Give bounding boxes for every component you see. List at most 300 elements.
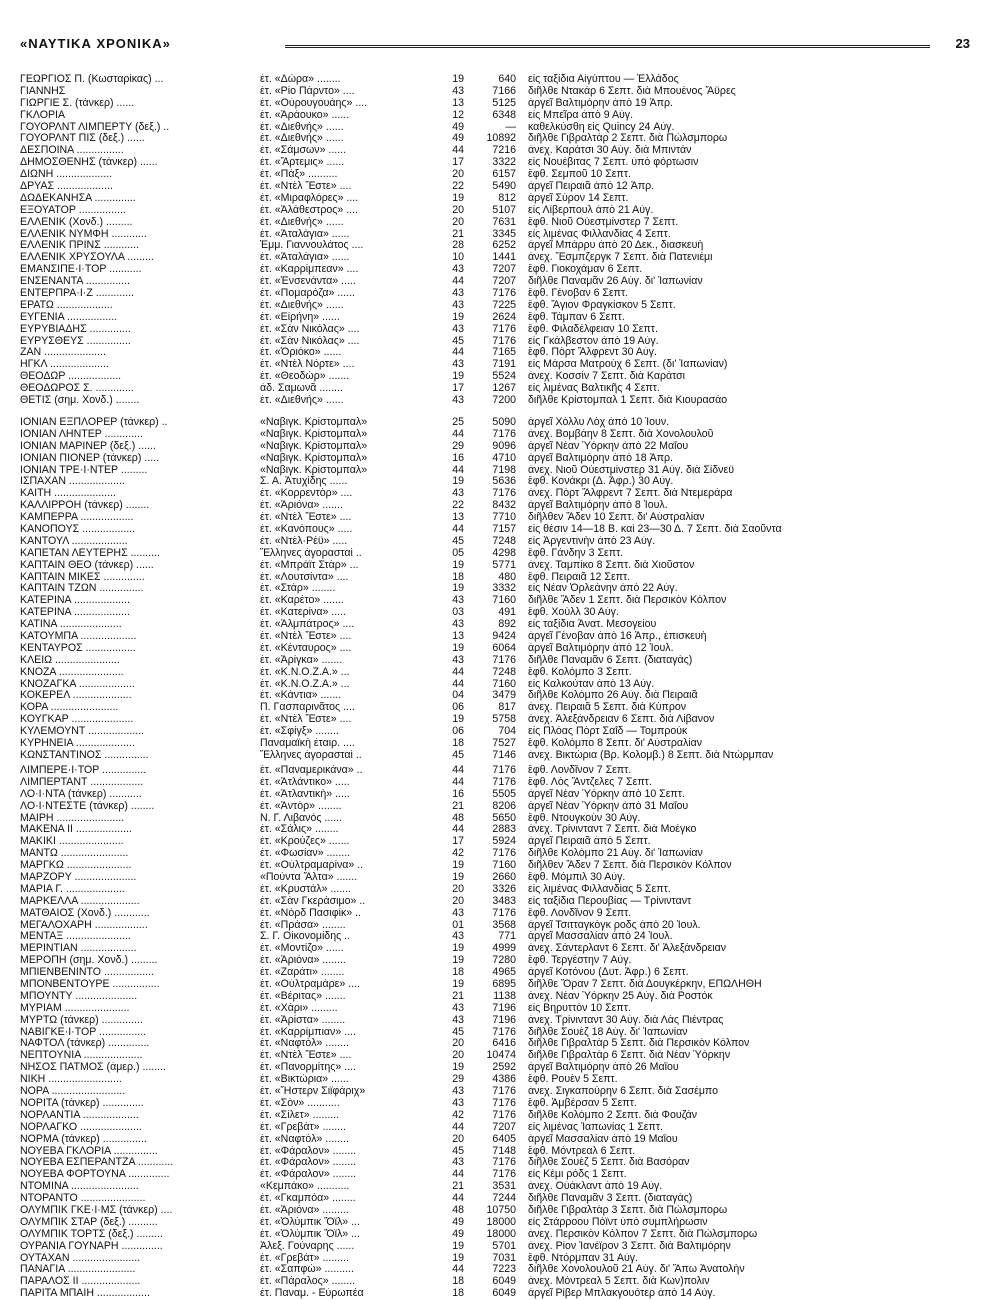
ship-status: ἔφθ. Λὸς Ἄντζελες 7 Σεπτ. <box>528 776 652 788</box>
ship-status: ἀργεῖ Γένοβαν ἀπὸ 16 Ἀπρ., ἐπισκευὴ <box>528 631 707 643</box>
ship-row <box>20 690 970 702</box>
ship-status: ἀνεχ. Νιοῦ Ούεστμίνστερ 31 Αὐγ. διὰ Σίδνεϋ <box>528 464 734 476</box>
ship-code: 45 <box>452 1025 464 1038</box>
ship-code: 19 <box>452 310 464 323</box>
ship-owner: ἐτ. «Εἰρήνη» ...... <box>260 311 340 323</box>
ship-name: ΙΣΠΑΧΑΝ ................... <box>20 476 125 488</box>
ship-code: 44 <box>452 1120 464 1133</box>
ship-row <box>20 1229 970 1241</box>
ship-code: 20 <box>452 168 464 181</box>
ship-owner: ἐτ. «Ἀντὸρ» ........ <box>260 800 342 812</box>
ship-tonnage: 3479 <box>492 689 516 702</box>
ship-status: ἀνεχ. Βικτώρια (Βρ. Κολομβ.) 8 Σεπτ. διὰ Ντώρμπαν <box>528 749 774 761</box>
ship-list-section-g-th <box>20 74 970 407</box>
ship-name: ΟΥΡΑΝΙΑ ΓΟΥΝΑΡΗ .............. <box>20 1240 163 1252</box>
ship-code: 49 <box>452 120 464 133</box>
ship-tonnage: 18000 <box>486 1227 516 1240</box>
ship-name: ΔΗΜΟΣΘΕΝΗΣ (τάνκερ) ...... <box>20 157 158 169</box>
ship-name: ΚΑΜΠΕΡΡΑ .................. <box>20 512 134 524</box>
ship-tonnage: 3326 <box>492 882 516 895</box>
ship-status: εἰς λιμένας Βαλτικῆς 4 Σεπτ. <box>528 383 660 395</box>
ship-owner: ἐτ. «Κένταυρος» .... <box>260 642 352 654</box>
ship-owner: ἐτ. «Ἀρίστα» ........ <box>260 1014 346 1026</box>
ship-status: ἔφθ. Ρουὲν 5 Σεπτ. <box>528 1074 618 1086</box>
ship-tonnage: 6348 <box>492 108 516 121</box>
ship-status: διῆλθε Γιβραλτὰρ 6 Σεπτ. διὰ Νέαν Ὑόρκην <box>528 1050 731 1062</box>
ship-row <box>20 1003 970 1015</box>
ship-tonnage: 5490 <box>492 180 516 193</box>
ship-code: 43 <box>452 930 464 943</box>
ship-code: 44 <box>452 1263 464 1276</box>
ship-status: ἔφθ. Κολόμπο 3 Σεπτ. <box>528 666 632 678</box>
ship-name: ΜΑΡΖΟΡΥ ..................... <box>20 872 137 884</box>
ship-status: εἰς Βηρυττὸν 10 Σεπτ. <box>528 1002 631 1014</box>
ship-tonnage: 480 <box>498 570 516 583</box>
ship-status: εἰς Μπεῖρα ἀπὸ 9 Αὐγ. <box>528 109 634 121</box>
ship-status: ἀνεχ. Ἀλεξάνδρειαν 6 Σεπτ. διὰ Λίβανον <box>528 714 715 726</box>
ship-status: ἀργεῖ Πειραιᾶ ἀπὸ 5 Σεπτ. <box>528 836 651 848</box>
ship-status: ἔφθ. Χοὺλλ 30 Αὐγ. <box>528 607 619 619</box>
ship-tonnage: 1441 <box>492 251 516 264</box>
ship-status: ἀργεῖ Μασσαλίαν ἀπὸ 24 Ἰουλ. <box>528 931 673 943</box>
ship-name: ΚΟΚΕΡΕΛ .................... <box>20 690 132 702</box>
ship-code: 20 <box>452 882 464 895</box>
ship-code: 04 <box>452 689 464 702</box>
ship-owner: ἐτ. «Ντὲλ Νόρτε» .... <box>260 359 355 371</box>
ship-owner: «Πούντα Ἄλτα» ....... <box>260 872 358 884</box>
ship-tonnage: 7176 <box>492 427 516 440</box>
ship-tonnage: 7176 <box>492 775 516 788</box>
ship-status: ἔφθ. Γιοκοχάμαν 6 Σεπτ. <box>528 264 643 276</box>
ship-code: 06 <box>452 725 464 738</box>
ship-status: ἀργεῖ Βαλτιμόρην ἀπὸ 12 Ἰουλ. <box>528 642 674 654</box>
ship-status: καθελκύσθη εἰς Quincy 24 Αὐγ. <box>528 121 675 133</box>
ship-name: ΝΟΡΙΤΑ (τάνκερ) .............. <box>20 1097 144 1109</box>
ship-list-section-i-k <box>20 417 970 762</box>
ship-code: 28 <box>452 239 464 252</box>
ship-owner: Σ. Γ. Οἰκονομίδης .. <box>260 931 351 943</box>
ship-name: ΚΟΥΓΚΑΡ ..................... <box>20 714 134 726</box>
ship-row <box>20 607 970 619</box>
ship-tonnage: 3568 <box>492 918 516 931</box>
ship-tonnage: 5771 <box>492 558 516 571</box>
ship-row <box>20 548 970 560</box>
ship-owner: ἐτ. «Ντὲλ Ἔστε» .... <box>260 631 352 643</box>
ship-owner: ἐτ. «Ὀλύμπικ Ὄϊλ» ... <box>260 1228 360 1240</box>
ship-owner: Σ. Α. Ἀτυχίδης ...... <box>260 476 348 488</box>
ship-row <box>20 920 970 932</box>
ship-code: 19 <box>452 871 464 884</box>
ship-owner: ἐτ. «Σὰν Νικόλας» .... <box>260 335 360 347</box>
ship-code: 49 <box>452 132 464 145</box>
ship-name: ΚΝΟΖΑ ...................... <box>20 666 124 678</box>
ship-status: εἰς λιμένας Φιλλανδίας 5 Σεπτ. <box>528 883 671 895</box>
ship-tonnage: 7176 <box>492 1108 516 1121</box>
ship-owner: ἐτ. «Ἀλάθεστρος» .... <box>260 204 358 216</box>
ship-status: ἀργεῖ Βαλτιμόρην ἀπὸ 19 Ἀπρ. <box>528 97 673 109</box>
ship-code: 19 <box>452 954 464 967</box>
ship-status: ἀργεῖ Τσιτταγκὸγκ ροδς ἀπὸ 20 Ἰουλ. <box>528 919 701 931</box>
ship-owner: ἐτ. «Ἄρτεμις» ...... <box>260 157 345 169</box>
ship-tonnage: 491 <box>498 606 516 619</box>
ship-row <box>20 714 970 726</box>
ship-name: ΜΕΝΤΑΞ ...................... <box>20 931 131 943</box>
ship-code: 19 <box>452 73 464 85</box>
ship-tonnage: 7207 <box>492 1120 516 1133</box>
ship-tonnage: 18000 <box>486 1215 516 1228</box>
ship-owner: ἐτ. «Οὐλτραμαρίνα» .. <box>260 860 364 872</box>
ship-list-section-l-p <box>20 765 970 1300</box>
ship-code: 03 <box>452 606 464 619</box>
ship-code: 48 <box>452 1203 464 1216</box>
ship-tonnage: 7176 <box>492 653 516 666</box>
ship-tonnage: 7710 <box>492 511 516 524</box>
ship-owner: ἐτ. «Σφίγξ» ........ <box>260 726 339 738</box>
ship-code: 44 <box>452 1168 464 1181</box>
ship-owner: ἐτ. «Γρεβάτ» ......... <box>260 1252 349 1264</box>
ship-name: ΗΓΚΛ .................... <box>20 359 109 371</box>
ship-row <box>20 655 970 667</box>
ship-code: 43 <box>452 1085 464 1098</box>
ship-code: 17 <box>452 382 464 395</box>
ship-owner: ἐτ. «Κρυστάλ» ....... <box>260 883 352 895</box>
ship-code: 21 <box>452 227 464 240</box>
ship-owner: ἐτ. «Φάραλον» ........ <box>260 1145 357 1157</box>
ship-name: ΝΟΡΛΑΓΚΟ ..................... <box>20 1121 142 1133</box>
ship-owner: ἐτ. «Μοντίζο» ...... <box>260 943 344 955</box>
ship-status: ἔφθ. Πειραιᾶ 12 Σεπτ. <box>528 571 631 583</box>
ship-tonnage: 7176 <box>492 334 516 347</box>
ship-code: 19 <box>452 475 464 488</box>
ship-owner: ἐτ. «Διεθνής» ...... <box>260 216 344 228</box>
ship-owner: Ν. Γ. Λιβανός ...... <box>260 812 343 824</box>
ship-owner: Ἕλληνες ἀγορασταὶ .. <box>260 749 362 761</box>
ship-tonnage: 4965 <box>492 966 516 979</box>
ship-owner: ἐτ. «Διεθνής» ...... <box>260 133 344 145</box>
ship-name: ΘΕΟΔΩΡΟΣ Σ. ............. <box>20 383 134 395</box>
ship-code: 19 <box>452 558 464 571</box>
ship-code: 43 <box>452 358 464 371</box>
ship-status: ἀνεχ. Νέαν Ὑόρκην 25 Αὐγ. διὰ Ροστόκ <box>528 990 713 1002</box>
ship-status: διῆλθε Γιβραλτὰρ 2 Σεπτ. διὰ Πώλσμπορω <box>528 133 728 145</box>
ship-code: 49 <box>452 1227 464 1240</box>
ship-name: ΝΙΚΗ ......................... <box>20 1074 122 1086</box>
ship-owner: ἐτ. «Ρίο Πάρντο» .... <box>260 85 355 97</box>
ship-tonnage: 2592 <box>492 1061 516 1074</box>
ship-name: ΜΑΡΚΕΛΛΑ .................... <box>20 895 140 907</box>
ship-tonnage: 7191 <box>492 358 516 371</box>
ship-owner: ἐτ. «Κατερίνα» ..... <box>260 607 347 619</box>
ship-status: ἔφθ. Φιλαδέλφειαν 10 Σεπτ. <box>528 323 658 335</box>
ship-code: 43 <box>452 1001 464 1014</box>
ship-status: διῆλθε Γιβραλτὰρ 3 Σεπτ. διὰ Πώλσμπορω <box>528 1204 728 1216</box>
ship-code: 13 <box>452 96 464 109</box>
ship-code: 16 <box>452 451 464 464</box>
ship-code: 43 <box>452 322 464 335</box>
ship-tonnage: 7223 <box>492 1263 516 1276</box>
ship-owner: ἐτ. «Λουτσίντα» .... <box>260 571 349 583</box>
ship-name: ΜΑΙΡΗ ....................... <box>20 812 125 824</box>
ship-tonnage: 3531 <box>492 1180 516 1193</box>
ship-status: διῆλθε Ὅραν 7 Σεπτ. διὰ Δουγκέρκην, ΕΠΩΛΗΘΗ <box>528 979 762 991</box>
ship-tonnage: 7527 <box>492 737 516 750</box>
ship-owner: ἐτ. «Σαπφώ» .......... <box>260 1264 354 1276</box>
ship-tonnage: 5524 <box>492 370 516 383</box>
ship-code: 18 <box>452 1275 464 1288</box>
ship-code: 17 <box>452 835 464 848</box>
ship-status: ἔφθ. Γάνδην 3 Σεπτ. <box>528 547 624 559</box>
ship-name: ΝΟΥΕΒΑ ΦΟΡΤΟΥΝΑ .............. <box>20 1169 170 1181</box>
ship-tonnage: 7176 <box>492 487 516 500</box>
ship-tonnage: 5650 <box>492 811 516 824</box>
ship-name: ΜΥΡΙΑΜ ...................... <box>20 1002 130 1014</box>
ship-name: ΜΑΡΙΑ Γ. .................... <box>20 883 125 895</box>
ship-status: εἰς ταξίδια Ἀνατ. Μεσογείου <box>528 619 657 631</box>
ship-tonnage: 4999 <box>492 942 516 955</box>
ship-status: ἔφθ. Ντουγκοὺν 30 Αὐγ. <box>528 812 641 824</box>
ship-owner: ἐτ. «Γκαμπόα» ........ <box>260 1193 356 1205</box>
ship-owner: ἐτ. «Κάντια» ....... <box>260 690 342 702</box>
ship-code: 43 <box>452 263 464 276</box>
ship-owner: ἐτ. «Ντὲλ Ἔστε» .... <box>260 714 352 726</box>
ship-row <box>20 595 970 607</box>
ship-owner: ἐτ. «Ἀράουκο» ...... <box>260 109 350 121</box>
header-rule <box>285 45 930 48</box>
ship-owner: ἐτ. Παναμ. - Εὐρωπέα <box>260 1288 364 1300</box>
ship-tonnage: 4386 <box>492 1073 516 1086</box>
ship-tonnage: 3332 <box>492 582 516 595</box>
ship-tonnage: 7031 <box>492 1251 516 1264</box>
ship-status: εἰς Ἀργεντινὴν ἀπὸ 23 Αὐγ. <box>528 535 656 547</box>
ship-code: 22 <box>452 180 464 193</box>
ship-tonnage: 7176 <box>492 1085 516 1098</box>
ship-name: ΕΝΣΕΝΑΝΤΑ ............... <box>20 276 130 288</box>
ship-tonnage: 5125 <box>492 96 516 109</box>
ship-code: 22 <box>452 499 464 512</box>
ship-code: 18 <box>452 737 464 750</box>
ship-name: ΔΡΥΑΣ ................... <box>20 181 113 193</box>
ship-status: διῆλθεν Ἄδεν 10 Σεπτ. δι' Αὐστραλίαν <box>528 512 705 524</box>
ship-owner: ἐτ. «Γρεβάτ» ........ <box>260 1121 347 1133</box>
ship-row <box>20 896 970 908</box>
ship-name: ΘΕΤΙΣ (σημ. Χονδ.) ........ <box>20 395 140 407</box>
ship-code: 21 <box>452 1180 464 1193</box>
ship-owner: ἐτ. «Πάξ» .......... <box>260 169 338 181</box>
ship-owner: ἐτ. «Σάμσων» ...... <box>260 145 347 157</box>
ship-name: ΚΑΛΛΙΡΡΟΗ (τάνκερ) ........ <box>20 500 150 512</box>
ship-code: 13 <box>452 511 464 524</box>
ship-code: 20 <box>452 1132 464 1145</box>
ship-status: ἀνεχ. Πειραιᾶ 5 Σεπτ. διὰ Κύπρον <box>528 702 687 714</box>
ship-name: ΜΑΚΙΚΙ ...................... <box>20 836 124 848</box>
ship-code: 43 <box>452 618 464 631</box>
ship-status: ἔφθ. Κολόμπο 8 Σεπτ. δι' Αὐστραλίαν <box>528 738 703 750</box>
ship-owner: ἐτ. «Μπράϊτ Στὰρ» ... <box>260 559 359 571</box>
ship-tonnage: 6895 <box>492 978 516 991</box>
ship-status: ἔφθ. Λονδῖνον 7 Σεπτ. <box>528 765 632 776</box>
ship-code: 43 <box>452 1156 464 1169</box>
ship-name: ΟΛΥΜΠΙΚ ΤΟΡΤΣ (δεξ.) ......... <box>20 1228 163 1240</box>
ship-tonnage: 10474 <box>486 1049 516 1062</box>
ship-name: ΜΕΓΑΛΟΧΑΡΗ .................. <box>20 919 148 931</box>
ship-status: ἔφθ. Πὸρτ Ἄλφρεντ 30 Αὐγ. <box>528 347 657 359</box>
ship-tonnage: 6252 <box>492 239 516 252</box>
ship-code: 19 <box>452 713 464 726</box>
ship-tonnage: 7160 <box>492 859 516 872</box>
ship-status: ἀνεχ. Κοσσὶν 7 Σεπτ. διὰ Καράτσι <box>528 371 686 383</box>
ship-name: ΕΥΓΕΝΙΑ ................. <box>20 311 118 323</box>
ship-status: ἔφθ. Ἀμβέρσαν 5 Σεπτ. <box>528 1097 637 1109</box>
ship-owner: ἐτ. «Πάραλος» ........ <box>260 1276 356 1288</box>
ship-row <box>20 1241 970 1253</box>
ship-owner: ἐτ. «Ντὲλ Ἔστε» .... <box>260 181 352 193</box>
ship-owner: ἐτ. «Κ.Ν.Ο.Ζ.Α.» ... <box>260 666 350 678</box>
ship-status: εἰς Στάρροου Πόϊντ ὑπὸ συμπλήρωσιν <box>528 1216 708 1228</box>
ship-status: ἀργεῖ Μασσαλίαν ἀπὸ 19 Μαΐου <box>528 1133 678 1145</box>
ship-code: 43 <box>452 84 464 97</box>
ship-name: ΚΑΠΕΤΑΝ ΛΕΥΤΕΡΗΣ .......... <box>20 547 160 559</box>
ship-tonnage: 3322 <box>492 156 516 169</box>
ship-status: ἔφθ. Τεργέστην 7 Αὐγ. <box>528 955 632 967</box>
ship-name: ΝΤΟΜΙΝΑ ....................... <box>20 1181 139 1193</box>
ship-code: 43 <box>452 906 464 919</box>
ship-name: ΜΑΚΕΝΑ ΙΙ ................... <box>20 824 132 836</box>
ship-name: ΛΟ·Ι·ΝΤΑ (τάνκερ) ........... <box>20 788 142 800</box>
ship-tonnage: 2883 <box>492 823 516 836</box>
ship-status: ἀνεχ. Τρίνινταντ 7 Σεπτ. διὰ Μοέγκο <box>528 824 697 836</box>
ship-name: ΛΙΜΠΕΡΤΑΝΤ .................. <box>20 776 144 788</box>
ship-owner: ἐτ. «Διεθνής» ...... <box>260 395 344 407</box>
ship-row <box>20 205 970 217</box>
ship-row <box>20 560 970 572</box>
ship-name: ΝΑΦΤΟΛ (τάνκερ) .............. <box>20 1038 150 1050</box>
ship-status: εἰς λιμένας Ἰαπωνίας 1 Σεπτ. <box>528 1121 663 1133</box>
ship-code: 19 <box>452 370 464 383</box>
ship-status: διῆλθε Ἄδεν 1 Σεπτ. διὰ Περσικὸν Κόλπον <box>528 595 727 607</box>
ship-name: ΛΟ·Ι·ΝΤΕΣΤΕ (τάνκερ) ........ <box>20 800 155 812</box>
ship-owner: ἐτ. «Ἀτλαντικὴ» ..... <box>260 788 350 800</box>
ship-status: εἰς Λίβερπουλ ἀπὸ 21 Αὐγ. <box>528 204 654 216</box>
ship-tonnage: 4710 <box>492 451 516 464</box>
ship-owner: «Ναβιγκ. Κρίστομπαλ» <box>260 440 368 452</box>
ship-status: ἀργεῖ Κοτόνου (Δυτ. Ἀφρ.) 6 Σεπτ. <box>528 967 689 979</box>
ship-name: ΙΟΝΙΑΝ ΜΑΡΙΝΕΡ (δεξ.) ...... <box>20 440 156 452</box>
ship-owner: ἐτ. «Πανορμίτης» .... <box>260 1062 356 1074</box>
ship-owner: ἐτ. «Ντὲλ Ἔστε» .... <box>260 1050 352 1062</box>
ship-status: διῆλθε Χονολουλοῦ 21 Αὐγ. δι' Ἄπω Ἀνατολὴν <box>528 1264 745 1276</box>
ship-status: ἔφθ. Μόμπιλ 30 Αὐγ. <box>528 872 626 884</box>
ship-owner: ἐτ. «Ντὲλ Ἔστε» .... <box>260 512 352 524</box>
ship-name: ΜΠΟΥΝΤΥ ..................... <box>20 990 138 1002</box>
ship-status: ἀνεχ. Πὸρτ Ἄλφρεντ 7 Σεπτ. διὰ Ντεμεράρα <box>528 488 733 500</box>
ship-tonnage: 1267 <box>492 382 516 395</box>
ship-tonnage: 7176 <box>492 1096 516 1109</box>
ship-owner: ἐτ. «Νὸρδ Πασιφίκ» .. <box>260 907 362 919</box>
ship-code: 44 <box>452 144 464 157</box>
ship-status: διῆλθε Παναμᾶν 6 Σεπτ. (διαταγὰς) <box>528 654 693 666</box>
ship-tonnage: 7207 <box>492 275 516 288</box>
ship-row <box>20 1288 970 1300</box>
ship-code: 44 <box>452 764 464 776</box>
ship-owner: ἐτ. «Μιραφλόρες» .... <box>260 192 359 204</box>
ship-code: 25 <box>452 416 464 428</box>
ship-status: ἔφθ. Νιοῦ Ούεστμίνστερ 7 Σεπτ. <box>528 216 679 228</box>
ship-code: 44 <box>452 523 464 536</box>
ship-status: διῆλθε Κολόμπο 2 Σεπτ. διὰ Φουζάν <box>528 1109 698 1121</box>
ship-row <box>20 1110 970 1122</box>
ship-code: 44 <box>452 823 464 836</box>
ship-name: ΖΑΝ ..................... <box>20 347 106 359</box>
ship-code: 21 <box>452 989 464 1002</box>
ship-tonnage: 3483 <box>492 894 516 907</box>
ship-code: 18 <box>452 1287 464 1300</box>
ship-code: 20 <box>452 1049 464 1062</box>
ship-code: 19 <box>452 978 464 991</box>
ship-tonnage: 7200 <box>492 394 516 407</box>
ship-owner: ἐτ. «Πράσα» ........ <box>260 919 346 931</box>
ship-status: ἀνεχ. Μόντρεαλ 5 Σεπτ. διὰ Κων)πολιν <box>528 1276 710 1288</box>
ship-name: ΚΛΕΙΩ ...................... <box>20 654 120 666</box>
ship-tonnage: 892 <box>498 618 516 631</box>
ship-status: ἀργεῖ Βαλτιμόρην ἀπὸ 18 Ἀπρ. <box>528 452 673 464</box>
ship-code: 43 <box>452 1013 464 1026</box>
ship-status: ἔφθ. Λονδῖνον 9 Σεπτ. <box>528 907 632 919</box>
ship-code: 19 <box>452 1061 464 1074</box>
ship-tonnage: 7248 <box>492 534 516 547</box>
ship-tonnage: 704 <box>498 725 516 738</box>
ship-owner: ἀδ. Σαμωνᾶ ........ <box>260 383 343 395</box>
ship-name: ΝΤΟΡΑΝΤΟ ...................... <box>20 1193 146 1205</box>
ship-code: 43 <box>452 394 464 407</box>
ship-owner: ἐτ. «Ἀριόνα» ........ <box>260 955 346 967</box>
ship-tonnage: 7631 <box>492 215 516 228</box>
ship-code: 19 <box>452 191 464 204</box>
ship-code: 20 <box>452 215 464 228</box>
journal-title: «ΝΑΥΤΙΚΑ ΧΡΟΝΙΚΑ» <box>20 36 171 51</box>
ship-tonnage: 5636 <box>492 475 516 488</box>
ship-code: 45 <box>452 748 464 761</box>
ship-tonnage: 1138 <box>493 989 516 1002</box>
ship-tonnage: 7146 <box>492 748 516 761</box>
ship-owner: ἐτ. «Σάλις» ........ <box>260 824 339 836</box>
ship-tonnage: 7176 <box>492 764 516 776</box>
ship-status: ἀργεῖ Μπάρρυ ἀπὸ 20 Δεκ., διασκευὴ <box>528 240 704 252</box>
ship-tonnage: 9096 <box>492 439 516 452</box>
ship-status: ἀνεχ. Ἔσμπζεργκ 7 Σεπτ. διὰ Πατενιέμι <box>528 252 713 264</box>
ship-name: ΜΑΤΘΑΙΟΣ (Χονδ.) ............ <box>20 907 150 919</box>
ship-code: 16 <box>452 787 464 800</box>
ship-tonnage: 7176 <box>492 1025 516 1038</box>
ship-owner: ἐτ. «Ναφτὸλ» ........ <box>260 1038 349 1050</box>
ship-row <box>20 884 970 896</box>
ship-owner: ἐτ. «Φάραλον» ........ <box>260 1157 357 1169</box>
ship-tonnage: 7225 <box>492 298 516 311</box>
ship-status: εἰς Καλκούταν ἀπὸ 13 Αὐγ. <box>528 678 655 690</box>
ship-owner: «Ναβιγκ. Κρίστομπαλ» <box>260 428 368 440</box>
ship-code: 10 <box>452 251 464 264</box>
ship-owner: ἐτ. «Ὀλύμπικ Ὄϊλ» ... <box>260 1216 360 1228</box>
ship-owner: ἐτ. «Ἀρίγκα» ....... <box>260 654 343 666</box>
ship-tonnage: 7196 <box>492 1013 516 1026</box>
ship-owner: ἐτ. «Οὐλτραμάρε» .... <box>260 979 360 991</box>
ship-tonnage: 7196 <box>492 1001 516 1014</box>
ship-code: 20 <box>452 203 464 216</box>
ship-row <box>20 750 970 762</box>
ship-name: ΟΛΥΜΠΙΚ ΓΚΕ·Ι·ΜΣ (τάνκερ) .... <box>20 1204 173 1216</box>
page-number: 23 <box>955 36 970 51</box>
ship-tonnage: 6405 <box>492 1132 516 1145</box>
ship-code: 44 <box>452 463 464 476</box>
